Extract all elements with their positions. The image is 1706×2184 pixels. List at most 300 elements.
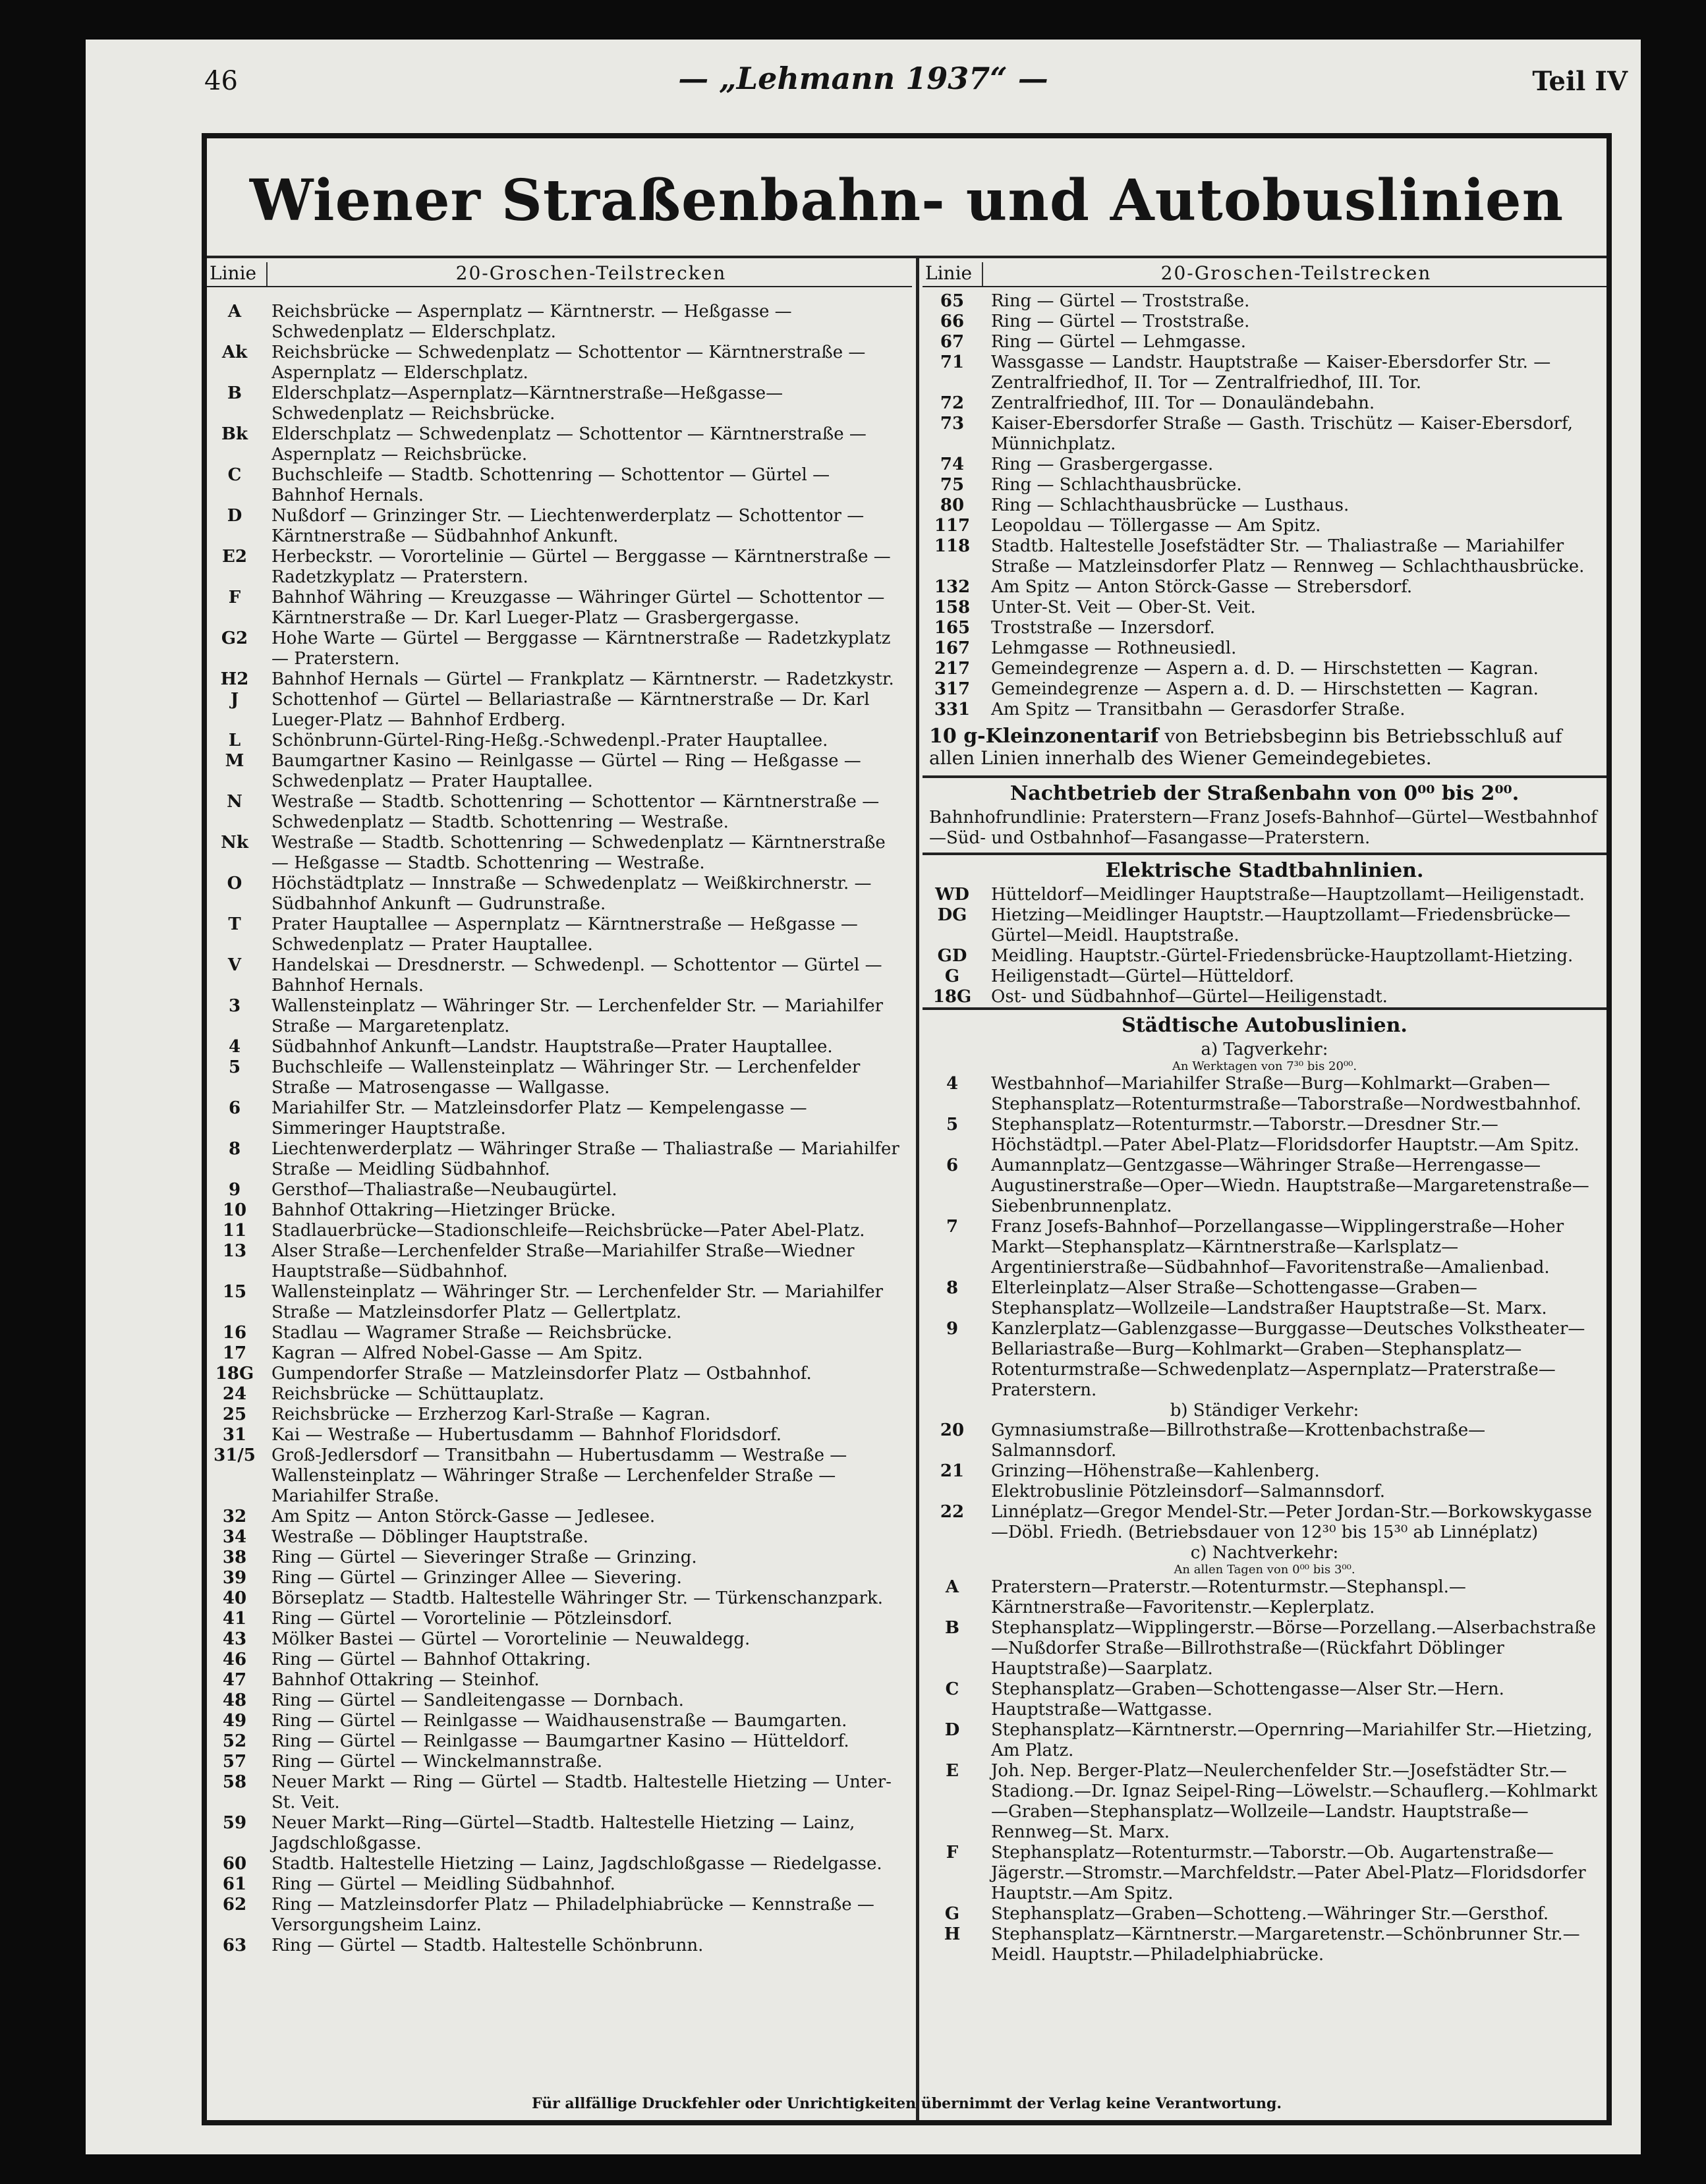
route-text: Stephansplatz—Graben—Schottengasse—Alser Str.—Hern. Hauptstraße—Wattgasse. [991,1679,1504,1720]
running-title: — „Lehmann 1937“ — [678,61,1048,96]
list-item [923,598,1606,618]
route-text: Westbahnhof—Mariahilfer Straße—Burg—Kohlmarkt—Graben—Stephansplatz—Rotenturmstraße—Taborstraße—Nordwestbahnhof. [991,1074,1581,1114]
route-text: Bahnhof Ottakring—Hietzinger Brücke. [271,1200,616,1220]
route-text: Zentralfriedhof, III. Tor — Donauländebahn. [991,393,1375,413]
line-number: 58 [222,1772,247,1792]
route-text: Nußdorf — Grinzinger Str. — Liechtenwerderplatz — Schottentor — Kärntnerstraße — Südbahnhof Ankunft. [271,506,865,546]
route-text: Buchschleife — Wallensteinplatz — Währinger Str. — Lerchenfelder Straße — Matrosengasse — Wallgasse. [271,1057,861,1098]
line-number: 217 [934,659,971,679]
route-text: Schottenhof — Gürtel — Bellariastraße — Kärntnerstraße — Dr. Karl Lueger-Platz — Bahnhof Erdberg. [271,690,870,730]
line-number: 6 [228,1098,241,1118]
route-text: Mariahilfer Str. — Matzleinsdorfer Platz — Kempelengasse — Simmeringer Hauptstraße. [271,1098,807,1138]
list-item [207,833,912,874]
route-text: Kai — Westraße — Hubertusdamm — Bahnhof Floridsdorf. [271,1425,782,1445]
route-text: Stephansplatz—Rotenturmstr.—Taborstr.—Ob. Augartenstraße—Jägerstr.—Stromstr.—Marchfeldstr.—Pater Abel-Platz—Floridsdorfer Hauptstr.—Am Spitz. [991,1843,1586,1903]
line-number: 331 [934,700,971,719]
list-item [923,700,1606,720]
route-text: Hietzing—Meidlinger Hauptstr.—Hauptzollamt—Friedensbrücke—Gürtel—Meidl. Hauptstraße. [991,905,1571,945]
regular-bus-list [923,1420,1606,1543]
route-text: Stephansplatz—Wipplingerstr.—Börse—Porzellang.—Alserbachstraße—Nußdorfer Straße—Billrothstraße—(Rückfahrt Döblinger Hauptstraße)—Saarplatz. [991,1618,1597,1679]
line-number: 118 [934,536,971,556]
list-item [207,343,912,383]
list-item [923,1577,1606,1618]
stadtbahn-list [923,885,1606,1007]
line-number: 25 [222,1405,247,1424]
list-item [207,1098,912,1139]
line-number: 13 [222,1241,247,1261]
route-text: Reichsbrücke — Schüttauplatz. [271,1384,544,1404]
route-text: Ring — Gürtel — Sieveringer Straße — Grinzing. [271,1548,697,1567]
route-text: Leopoldau — Töllergasse — Am Spitz. [991,516,1321,536]
line-number: 38 [222,1548,247,1567]
line-number: 132 [934,577,971,597]
route-text: Groß-Jedlersdorf — Transitbahn — Hubertusdamm — Westraße — Wallensteinplatz — Währinger Straße — Lerchenfelder Straße — Mariahilfer Straße. [271,1445,847,1506]
line-number: 63 [222,1936,247,1955]
route-text: Troststraße — Inzersdorf. [991,618,1215,638]
line-number: 49 [222,1711,247,1731]
route-text: Herbeckstr. — Vorortelinie — Gürtel — Berggasse — Kärntnerstraße — Radetzkyplatz — Praterstern. [271,547,891,587]
line-number: 31 [222,1425,247,1445]
list-item [923,1074,1606,1115]
line-number: 61 [222,1874,247,1894]
route-text: Buchschleife — Stadtb. Schottenring — Schottentor — Gürtel — Bahnhof Hernals. [271,465,830,505]
route-text: Kaiser-Ebersdorfer Straße — Gasth. Trischütz — Kaiser-Ebersdorf, Münnichplatz. [991,414,1574,454]
list-item [207,1180,912,1200]
line-number: 17 [222,1343,247,1363]
line-number: H2 [220,669,249,689]
route-text: Gymnasiumstraße—Billrothstraße—Krottenbachstraße—Salmannsdorf. [991,1420,1486,1461]
list-item [923,987,1606,1007]
route-text: Ost- und Südbahnhof—Gürtel—Heiligenstadt. [991,987,1388,1007]
list-item [923,1278,1606,1319]
line-number: 75 [940,475,965,495]
line-number: 74 [940,455,965,474]
list-item [207,1527,912,1548]
stadtbahn-title: Elektrische Stadtbahnlinien. [1105,859,1424,882]
list-item [207,1282,912,1323]
list-item [207,1874,912,1895]
list-item [923,618,1606,638]
list-item [207,1057,912,1098]
route-text: Hütteldorf—Meidlinger Hauptstraße—Hauptzollamt—Heiligenstadt. [991,885,1585,905]
line-number: 46 [222,1650,247,1669]
route-text: Ring — Gürtel — Bahnhof Ottakring. [271,1650,591,1669]
list-item [923,516,1606,536]
night-traffic-title: c) Nachtverkehr: [1190,1543,1339,1563]
line-number: L [228,731,241,750]
list-item [923,577,1606,598]
route-text: Wallensteinplatz — Währinger Str. — Lerchenfelder Str. — Mariahilfer Straße — Margaretenplatz. [271,996,884,1036]
line-number: E2 [222,547,247,567]
line-number: 5 [228,1057,241,1077]
list-item [207,1629,912,1650]
line-number: 62 [222,1895,247,1915]
list-item [923,638,1606,659]
night-bus-list [923,1577,1606,1965]
line-number: 67 [940,332,965,352]
route-text: Unter-St. Veit — Ober-St. Veit. [991,598,1256,617]
list-item [207,955,912,996]
list-item [207,1507,912,1527]
line-number: 80 [940,495,965,515]
line-number: 9 [946,1319,959,1339]
stadtbahn-section [923,853,1606,1007]
line-number: C [945,1679,959,1699]
route-text: Elderschplatz—Aspernplatz—Kärntnerstraße—Heßgasse—Schwedenplatz — Reichsbrücke. [271,383,783,424]
route-text: Prater Hauptallee — Aspernplatz — Kärntnerstraße — Heßgasse — Schwedenplatz — Prater Hauptallee. [271,914,858,955]
list-item [923,414,1606,455]
list-item [923,1761,1606,1843]
route-text: Am Spitz — Transitbahn — Gerasdorfer Straße. [991,700,1406,719]
list-item [207,588,912,629]
right-column [923,258,1606,2120]
line-number: B [945,1618,959,1638]
zone-tariff-note [923,720,1606,778]
route-text: Gemeindegrenze — Aspern a. d. D. — Hirschstetten — Kagran. [991,659,1539,679]
route-text: Stephansplatz—Kärntnerstr.—Opernring—Mariahilfer Str.—Hietzing, Am Platz. [991,1720,1593,1760]
line-number: 71 [940,352,965,372]
line-number: 9 [228,1180,241,1200]
list-item [207,302,912,343]
regular-traffic-title: b) Ständiger Verkehr: [1170,1401,1359,1420]
list-item [207,690,912,731]
line-number: 7 [946,1217,959,1237]
route-text: Meidling. Hauptstr.-Gürtel-Friedensbrücke-Hauptzollamt-Hietzing. [991,946,1574,966]
list-item [207,1139,912,1180]
route-text: Stephansplatz—Kärntnerstr.—Margaretenstr.—Schönbrunner Str.—Meidl. Hauptstr.—Philadelphiabrücke. [991,1924,1580,1965]
route-text: Mölker Bastei — Gürtel — Vorortelinie — Neuwaldegg. [271,1629,751,1649]
line-number: O [227,874,242,893]
list-item [923,475,1606,495]
list-item [207,1588,912,1609]
route-text: Reichsbrücke — Erzherzog Karl-Straße — Kagran. [271,1405,711,1424]
list-item [207,547,912,588]
route-text: Ring — Gürtel — Vorortelinie — Pötzleinsdorf. [271,1609,673,1629]
list-item [207,465,912,506]
line-number: 15 [222,1282,247,1302]
right-line-list [923,287,1606,720]
line-number: 165 [934,618,971,638]
line-number: 5 [946,1115,959,1134]
line-number: 24 [222,1384,247,1404]
line-number: 59 [222,1813,247,1833]
route-text: Reichsbrücke — Schwedenplatz — Schottentor — Kärntnerstraße — Aspernplatz — Elderschplatz. [271,343,866,383]
list-item [923,536,1606,577]
list-item [207,1711,912,1731]
route-text: Ring — Gürtel — Sandleitengasse — Dornbach. [271,1691,684,1710]
route-text: Börseplatz — Stadtb. Haltestelle Währinger Str. — Türkenschanzpark. [271,1588,884,1608]
line-number: 52 [222,1731,247,1751]
line-number: 4 [228,1037,241,1057]
route-text: Ring — Gürtel — Troststraße. [991,312,1250,331]
list-item [923,1319,1606,1401]
line-number: 8 [228,1139,241,1159]
route-text: Heiligenstadt—Gürtel—Hütteldorf. [991,966,1294,986]
page-title: Wiener Straßenbahn- und Autobuslinien [249,167,1564,234]
list-item [207,1670,912,1691]
list-item [207,1854,912,1874]
list-item [923,966,1606,987]
line-number: T [228,914,241,934]
list-item [923,1461,1606,1482]
line-number: 20 [940,1420,965,1440]
route-text: Ring — Gürtel — Grinzinger Allee — Sievering. [271,1568,682,1588]
line-number: Bk [221,424,248,444]
route-text: Elektrobuslinie Pötzleinsdorf—Salmannsdorf. [991,1482,1386,1501]
list-item [207,792,912,833]
line-number: 48 [222,1691,247,1710]
list-item [207,1037,912,1057]
line-number: DG [937,905,967,925]
route-text: Gersthof—Thaliastraße—Neubaugürtel. [271,1180,617,1200]
route-text: Am Spitz — Anton Störck-Gasse — Jedlesee. [271,1507,656,1526]
route-text: Wassgasse — Landstr. Hauptstraße — Kaiser-Ebersdorfer Str. — Zentralfriedhof, II. Tor — Zentralfriedhof, III. Tor. [991,352,1551,393]
route-text: Lehmgasse — Rothneusiedl. [991,638,1237,658]
route-text: Linnéplatz—Gregor Mendel-Str.—Peter Jordan-Str.—Borkowskygasse—Döbl. Friedh. (Betriebsdauer von 12³⁰ bis 15³⁰ ab Linnéplatz) [991,1502,1592,1542]
list-item [207,1405,912,1425]
day-traffic-note: An Werktagen von 7³⁰ bis 20⁰⁰. [1172,1059,1357,1073]
list-item [923,946,1606,966]
route-text: Stadtb. Haltestelle Josefstädter Str. — Thaliastraße — Mariahilfer Straße — Matzleinsdorfer Platz — Rennweg — Schlachthausbrücke. [991,536,1585,576]
route-text: Ring — Gürtel — Troststraße. [991,291,1250,311]
list-item [207,1568,912,1588]
list-item [207,1241,912,1282]
line-number: 4 [946,1074,959,1094]
list-item [207,1221,912,1241]
route-text: Südbahnhof Ankunft—Landstr. Hauptstraße—Prater Hauptallee. [271,1037,833,1057]
list-item [923,332,1606,352]
line-number: 31/5 [213,1445,256,1465]
list-item [207,1200,912,1221]
route-text: Handelskai — Dresdnerstr. — Schwedenpl. — Schottentor — Gürtel — Bahnhof Hernals. [271,955,882,995]
line-number: GD [937,946,967,966]
route-text: Grinzing—Höhenstraße—Kahlenberg. [991,1461,1320,1481]
list-item [207,751,912,792]
line-number: M [225,751,244,771]
page-sheet [86,40,1641,2154]
route-text: Stadlau — Wagramer Straße — Reichsbrücke. [271,1323,672,1343]
list-item [207,1425,912,1445]
line-number: 40 [222,1588,247,1608]
list-item [923,1924,1606,1965]
line-number: H [944,1924,961,1944]
line-number: 6 [946,1156,959,1175]
line-header: Linie [210,262,268,286]
line-number: G2 [221,629,248,648]
line-header: Linie [925,262,983,286]
route-text: Liechtenwerderplatz — Währinger Straße — Thaliastraße — Mariahilfer Straße — Meidling Südbahnhof. [271,1139,899,1179]
route-text: Am Spitz — Anton Störck-Gasse — Strebersdorf. [991,577,1413,597]
zone-tariff-text: von Betriebsbeginn bis Betriebsschluß auf allen Linien innerhalb des Wiener Gemeindegebietes. [929,725,1562,769]
list-item [923,679,1606,700]
route-text: Bahnhof Währing — Kreuzgasse — Währinger Gürtel — Schottentor — Kärntnerstraße — Dr. Karl Lueger-Platz — Grasbergergasse. [271,588,885,628]
list-item [207,914,912,955]
list-item [207,996,912,1037]
disclaimer: Für allfällige Druckfehler oder Unrichtigkeiten übernimmt der Verlag keine Verantwortung. [531,2095,1282,2112]
fare-header: 20-Groschen-Teilstrecken [455,262,727,284]
list-item [207,1936,912,1956]
line-number: G [944,966,960,986]
line-number: 22 [940,1502,965,1522]
route-text: Aumannplatz—Gentzgasse—Währinger Straße—Herrengasse—Augustinerstraße—Oper—Wiedn. Hauptstraße—Margaretenstraße—Siebenbrunnenplatz. [991,1156,1589,1216]
line-number: 32 [222,1507,247,1526]
list-item [207,1343,912,1364]
night-tram-section [923,778,1606,853]
page-number: 46 [204,66,238,96]
list-item [923,495,1606,516]
list-item [923,1115,1606,1156]
zone-tariff-title: 10 g-Kleinzonentarif [929,725,1159,748]
route-text: Westraße — Döblinger Hauptstraße. [271,1527,588,1547]
list-item [923,1843,1606,1904]
list-item [923,1217,1606,1278]
line-number: 10 [222,1200,247,1220]
route-text: Ring — Gürtel — Winckelmannstraße. [271,1752,603,1772]
route-text: Ring — Schlachthausbrücke. [991,475,1242,495]
timetable-frame [202,133,1612,2125]
autobus-title: Städtische Autobuslinien. [1122,1014,1407,1037]
line-number: 39 [222,1568,247,1588]
list-item [207,383,912,424]
line-number: 117 [934,516,971,536]
route-text: Ring — Gürtel — Stadtb. Haltestelle Schönbrunn. [271,1936,704,1955]
day-bus-list [923,1074,1606,1401]
line-number: 3 [228,996,241,1016]
line-number: 158 [934,598,971,617]
list-item [923,312,1606,332]
line-number [923,1482,982,1502]
running-header [86,61,1641,107]
list-item [923,1679,1606,1720]
list-item [923,905,1606,946]
list-item [207,629,912,669]
route-text: Stadlauerbrücke—Stadionschleife—Reichsbrücke—Pater Abel-Platz. [271,1221,865,1241]
line-number: D [944,1720,960,1740]
line-number: G [944,1904,960,1924]
route-text: Westraße — Stadtb. Schottenring — Schwedenplatz — Kärntnerstraße — Heßgasse — Stadtb. Schottenring — Westraße. [271,833,886,873]
list-item [207,731,912,751]
line-number: Ak [221,343,248,362]
route-text: Reichsbrücke — Aspernplatz — Kärntnerstr. — Heßgasse — Schwedenplatz — Elderschplatz. [271,302,792,342]
line-number: V [227,955,242,975]
line-number: 60 [222,1854,247,1874]
line-number: 57 [222,1752,247,1772]
list-item [207,1691,912,1711]
line-number: 43 [222,1629,247,1649]
autobus-section [923,1007,1606,1965]
night-traffic-note: An allen Tagen von 0⁰⁰ bis 3⁰⁰. [1174,1563,1355,1577]
route-text: Ring — Schlachthausbrücke — Lusthaus. [991,495,1350,515]
route-text: Kagran — Alfred Nobel-Gasse — Am Spitz. [271,1343,643,1363]
route-text: Gumpendorfer Straße — Matzleinsdorfer Platz — Ostbahnhof. [271,1364,812,1384]
route-text: Hohe Warte — Gürtel — Berggasse — Kärntnerstraße — Radetzkyplatz — Praterstern. [271,629,891,669]
line-number: 47 [222,1670,247,1690]
line-number: E [946,1761,959,1781]
list-item [207,1752,912,1772]
route-text: Ring — Gürtel — Reinlgasse — Baumgartner Kasino — Hütteldorf. [271,1731,849,1751]
route-text: Alser Straße—Lerchenfelder Straße—Mariahilfer Straße—Wiedner Hauptstraße—Südbahnhof. [271,1241,855,1281]
list-item [207,506,912,547]
line-number: 317 [934,679,971,699]
route-text: Stephansplatz—Rotenturmstr.—Taborstr.—Dresdner Str.—Höchstädtpl.—Pater Abel-Platz—Floridsdorfer Hauptstr.—Am Spitz. [991,1115,1579,1155]
list-item [207,1609,912,1629]
route-text: Schönbrunn-Gürtel-Ring-Heßg.-Schwedenpl.-Prater Hauptallee. [271,731,828,750]
list-item [923,1420,1606,1461]
route-text: Gemeindegrenze — Aspern a. d. D. — Hirschstetten — Kagran. [991,679,1539,699]
list-item [207,1548,912,1568]
list-item [207,424,912,465]
line-number: 8 [946,1278,959,1298]
column-divider [916,258,919,2120]
list-item [923,291,1606,312]
line-number: J [230,690,239,710]
line-number: 34 [222,1527,247,1547]
line-number: D [227,506,242,526]
list-item [923,1904,1606,1924]
line-number: A [227,302,242,322]
list-item [923,1482,1606,1502]
list-item [923,352,1606,393]
list-item [207,1323,912,1343]
line-number: C [227,465,242,485]
line-number: 65 [940,291,965,311]
list-item [923,1618,1606,1679]
route-text: Westraße — Stadtb. Schottenring — Schottentor — Kärntnerstraße — Schwedenplatz — Stadtb. Schottenring — Westraße. [271,792,880,832]
line-number: A [945,1577,959,1597]
list-item [207,1731,912,1752]
list-item [207,1445,912,1507]
list-item [923,393,1606,414]
list-item [923,659,1606,679]
line-number: 11 [222,1221,247,1241]
line-number: 18G [215,1364,254,1384]
list-item [207,1772,912,1813]
route-text: Stephansplatz—Graben—Schotteng.—Währinger Str.—Gersthof. [991,1904,1549,1924]
route-text: Stadtb. Haltestelle Hietzing — Lainz, Jagdschloßgasse — Riedelgasse. [271,1854,882,1874]
route-text: Baumgartner Kasino — Reinlgasse — Gürtel — Ring — Heßgasse — Schwedenplatz — Prater Hauptallee. [271,751,861,791]
route-text: Ring — Gürtel — Lehmgasse. [991,332,1246,352]
line-number: 72 [940,393,965,413]
route-text: Ring — Matzleinsdorfer Platz — Philadelphiabrücke — Kennstraße — Versorgungsheim Lainz. [271,1895,874,1935]
route-text: Joh. Nep. Berger-Platz—Neulerchenfelder Str.—Josefstädter Str.—Stadiong.—Dr. Ignaz Seipel-Ring—Löwelstr.—Schauflerg.—Kohlmarkt—Graben—Stephansplatz—Wollzeile—Landstr. Hauptstraße—Rennweg—St. Marx. [991,1761,1598,1842]
line-number: 21 [940,1461,965,1481]
night-tram-title: Nachtbetrieb der Straßenbahn von 0⁰⁰ bis 2⁰⁰. [1009,782,1520,805]
left-column [207,258,912,2120]
list-item [207,874,912,914]
line-number: 167 [934,638,971,658]
section-label: Teil IV [1532,66,1628,97]
line-number: 18G [932,987,972,1007]
route-text: Bahnhof Hernals — Gürtel — Frankplatz — Kärntnerstr. — Radetzkystr. [271,669,894,689]
list-item [207,1813,912,1854]
line-number: 73 [940,414,965,434]
list-item [923,1720,1606,1761]
line-number: N [227,792,242,812]
line-number: B [227,383,242,403]
list-item [207,1650,912,1670]
list-item [923,1502,1606,1543]
route-text: Franz Josefs-Bahnhof—Porzellangasse—Wipplingerstraße—Hoher Markt—Stephansplatz—Kärntnerstraße—Karlsplatz—Argentinierstraße—Südbahnhof—Favoritenstraße—Amalienbad. [991,1217,1564,1277]
left-column-header [207,258,912,287]
route-text: Elterleinplatz—Alser Straße—Schottengasse—Graben—Stephansplatz—Wollzeile—Landstraßer Hauptstraße—St. Marx. [991,1278,1547,1318]
list-item [207,1384,912,1405]
route-text: Wallensteinplatz — Währinger Str. — Lerchenfelder Str. — Mariahilfer Straße — Matzleinsdorfer Platz — Gellertplatz. [271,1282,884,1322]
line-number: 66 [940,312,965,331]
right-column-header [923,258,1606,287]
route-text: Elderschplatz — Schwedenplatz — Schottentor — Kärntnerstraße — Aspernplatz — Reichsbrücke. [271,424,867,464]
line-number: 16 [222,1323,247,1343]
route-text: Praterstern—Praterstr.—Rotenturmstr.—Stephanspl.—Kärntnerstraße—Favoritenstr.—Keplerplatz. [991,1577,1466,1617]
